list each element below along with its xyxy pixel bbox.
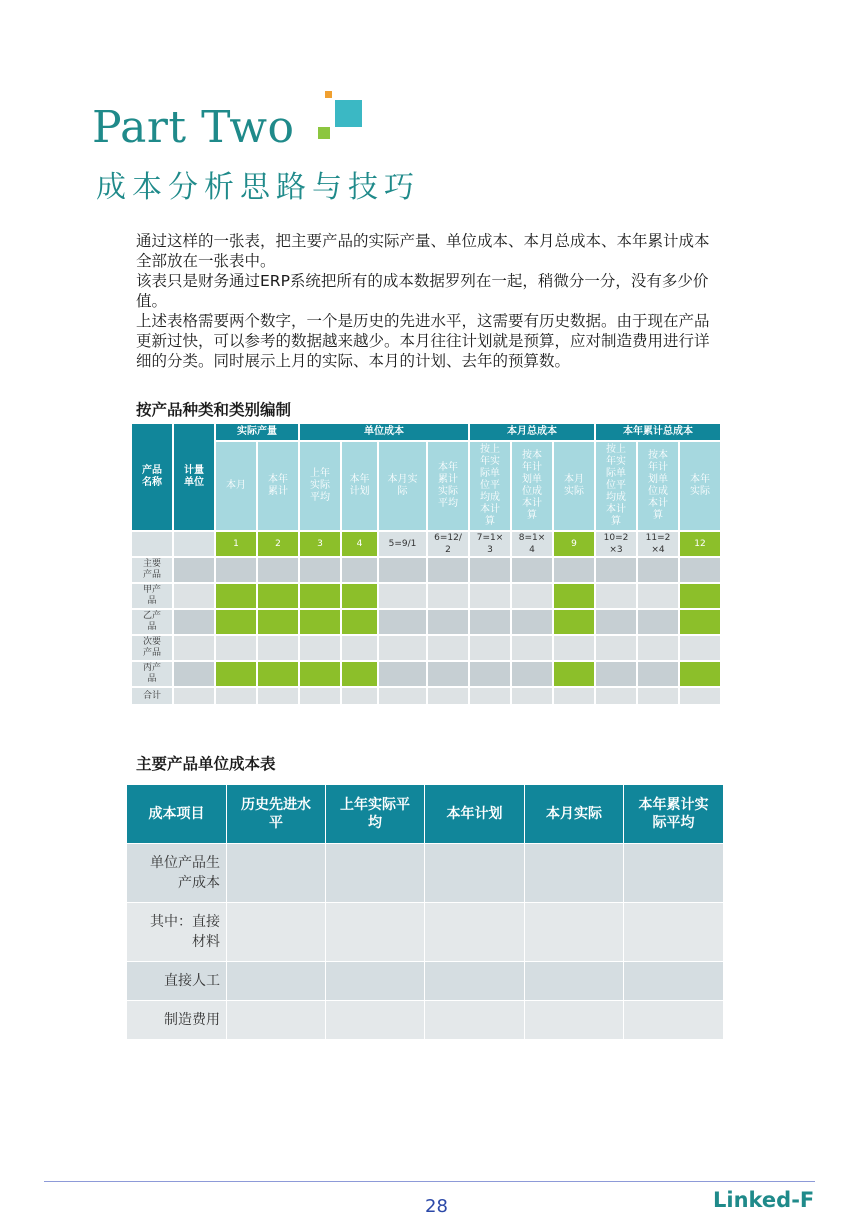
table-cell: [525, 903, 623, 961]
row-label: 直接人工: [127, 962, 226, 1000]
table-row: [132, 636, 720, 660]
column-number: 5=9/1: [379, 532, 426, 556]
table-row: [127, 1001, 723, 1039]
table-cell: [258, 558, 298, 582]
sub-header: 本月: [216, 442, 256, 530]
table-cell: [428, 688, 468, 704]
table-cell: [596, 662, 636, 686]
column-number: 6=12/ 2: [428, 532, 468, 556]
table-cell: [379, 636, 426, 660]
paragraph-3: 上述表格需要两个数字，一个是历史的先进水平，这需要有历史数据。由于现在产品更新过快，可以参考的数据越来越少。本月往往计划就是预算，应对制造费用进行详细的分类。同时展示上月的实际、本月的计划、去年的预算数。: [136, 312, 710, 370]
sub-header: 上年 实际 平均: [300, 442, 340, 530]
table-row: [127, 962, 723, 1000]
table1-title: 按产品种类和类别编制: [136, 401, 292, 419]
sub-header: 本月 实际: [554, 442, 594, 530]
table-cell: [379, 610, 426, 634]
decorative-squares-icon: [318, 88, 368, 144]
table-cell: [174, 558, 214, 582]
col-header: 本年计划: [425, 785, 524, 843]
row-label: 单位产品生 产成本: [127, 844, 226, 902]
group-header: 单位成本: [300, 424, 468, 440]
table-cell: [174, 636, 214, 660]
table-cell: [342, 636, 377, 660]
column-number: 7=1× 3: [470, 532, 510, 556]
table-cell: [554, 662, 594, 686]
col-header-product-name: 产品 名称: [132, 424, 172, 530]
table-cell: [554, 688, 594, 704]
table-cell: [300, 610, 340, 634]
table-cell: [258, 688, 298, 704]
table-cell: [428, 636, 468, 660]
sub-header: 本年 累计: [258, 442, 298, 530]
table-cell: [300, 584, 340, 608]
table-cell: [554, 558, 594, 582]
sub-header: 本年 计划: [342, 442, 377, 530]
table-cell: [596, 688, 636, 704]
table-cell: [425, 844, 524, 902]
table-cell: [379, 688, 426, 704]
table-cell: [425, 1001, 524, 1039]
column-number: 9: [554, 532, 594, 556]
col-header: 本年累计实 际平均: [624, 785, 723, 843]
row-label: 丙产 品: [132, 662, 172, 686]
table-cell: [300, 558, 340, 582]
sub-header: 按本 年计 划单 位成 本计 算: [638, 442, 678, 530]
table-cell: [512, 688, 552, 704]
table-cell: [227, 903, 325, 961]
table-cell: [638, 688, 678, 704]
row-label: 乙产 品: [132, 610, 172, 634]
sub-header: 本年 实际: [680, 442, 720, 530]
table-cell: [342, 662, 377, 686]
table-cell: [512, 584, 552, 608]
group-header: 本年累计总成本: [596, 424, 720, 440]
paragraph-1: 通过这样的一张表，把主要产品的实际产量、单位成本、本月总成本、本年累计成本全部放在一张表中。: [136, 232, 710, 270]
table-cell: [342, 688, 377, 704]
column-number: 12: [680, 532, 720, 556]
table-cell: [470, 584, 510, 608]
table-cell: [258, 584, 298, 608]
row-label: 主要 产品: [132, 558, 172, 582]
table-cell: [174, 610, 214, 634]
table-cell: [470, 662, 510, 686]
paragraph-2: 该表只是财务通过ERP系统把所有的成本数据罗列在一起，稍微分一分，没有多少价值。: [136, 272, 709, 310]
col-header-unit: 计量 单位: [174, 424, 214, 530]
table-row: [132, 584, 720, 608]
table-cell: [258, 610, 298, 634]
table-cell: [326, 1001, 424, 1039]
table-cell: [470, 610, 510, 634]
row-label: 甲产 品: [132, 584, 172, 608]
table-cell: [216, 584, 256, 608]
table-cell: [227, 962, 325, 1000]
body-text: [136, 231, 716, 371]
col-header: 成本项目: [127, 785, 226, 843]
table-cell: [512, 636, 552, 660]
table-cell: [428, 610, 468, 634]
table-cell: [216, 558, 256, 582]
column-number: 2: [258, 532, 298, 556]
table-cell: [258, 636, 298, 660]
table-cell: [624, 962, 723, 1000]
table-row: [132, 662, 720, 686]
table-cell: [596, 636, 636, 660]
table-cell: [342, 584, 377, 608]
table-row: [132, 688, 720, 704]
table-cell: [425, 903, 524, 961]
table-cell: [680, 610, 720, 634]
column-number: 3: [300, 532, 340, 556]
table-cell: [379, 662, 426, 686]
col-header: 上年实际平 均: [326, 785, 424, 843]
sub-header: 本年 累计 实际 平均: [428, 442, 468, 530]
table-cell: [174, 688, 214, 704]
col-header: 本月实际: [525, 785, 623, 843]
table-cell: [470, 636, 510, 660]
table-cell: [638, 558, 678, 582]
table-cell: [326, 962, 424, 1000]
col-header: 历史先进水 平: [227, 785, 325, 843]
row-label: 次要 产品: [132, 636, 172, 660]
sub-header: 按本 年计 划单 位成 本计 算: [512, 442, 552, 530]
column-number: 8=1× 4: [512, 532, 552, 556]
page-subtitle: 成本分析思路与技巧: [96, 170, 420, 205]
table-cell: [470, 558, 510, 582]
table-cell: [624, 1001, 723, 1039]
table-cell: [596, 584, 636, 608]
table-cell: [326, 844, 424, 902]
table-cell: [596, 558, 636, 582]
table-cell: [596, 610, 636, 634]
table-cell: [525, 1001, 623, 1039]
table-cell: [638, 610, 678, 634]
column-number: 11=2 ×4: [638, 532, 678, 556]
table-cell: [525, 962, 623, 1000]
sub-header: 本月实 际: [379, 442, 426, 530]
group-header: 实际产量: [216, 424, 298, 440]
table-cell: [227, 1001, 325, 1039]
table-cell: [174, 662, 214, 686]
column-number: 1: [216, 532, 256, 556]
table-cell: [554, 584, 594, 608]
table-cell: [428, 662, 468, 686]
table-cell: [216, 662, 256, 686]
table-cell: [624, 844, 723, 902]
table2-title: 主要产品单位成本表: [136, 755, 276, 773]
table-cell: [638, 636, 678, 660]
table-cell: [174, 584, 214, 608]
table-cell: [216, 688, 256, 704]
table-cell: [554, 636, 594, 660]
table-cell: [680, 584, 720, 608]
table-cell: [379, 584, 426, 608]
table-cell: [680, 636, 720, 660]
brand-logo: Linked-F: [713, 1188, 815, 1212]
table-cell: [512, 610, 552, 634]
table-cell: [227, 844, 325, 902]
footer-divider: [44, 1181, 815, 1182]
unit-cost-table: [126, 784, 724, 1040]
table-cell: [680, 558, 720, 582]
table-cell: [512, 662, 552, 686]
table-cell: [258, 662, 298, 686]
column-number: 10=2 ×3: [596, 532, 636, 556]
row-label: 合计: [132, 688, 172, 704]
sub-header: 按上 年实 际单 位平 均成 本计 算: [470, 442, 510, 530]
table-cell: [379, 558, 426, 582]
table-cell: [216, 610, 256, 634]
table-cell: [680, 688, 720, 704]
table-cell: [680, 662, 720, 686]
cost-by-product-table: [130, 422, 722, 706]
row-label: 其中：直接 材料: [127, 903, 226, 961]
table-cell: [525, 844, 623, 902]
table-row: [132, 610, 720, 634]
table-cell: [428, 584, 468, 608]
table-cell: [326, 903, 424, 961]
table-cell: [300, 688, 340, 704]
table-cell: [470, 688, 510, 704]
table-row: [132, 558, 720, 582]
table-cell: [554, 610, 594, 634]
table-cell: [512, 558, 552, 582]
table-cell: [216, 636, 256, 660]
page-number: 28: [425, 1196, 448, 1217]
table-cell: [342, 558, 377, 582]
table-cell: [425, 962, 524, 1000]
table-cell: [428, 558, 468, 582]
row-label: 制造费用: [127, 1001, 226, 1039]
page-title: Part Two: [92, 102, 295, 153]
table-cell: [300, 662, 340, 686]
table-cell: [638, 662, 678, 686]
table-row: [127, 844, 723, 902]
sub-header: 按上 年实 际单 位平 均成 本计 算: [596, 442, 636, 530]
table-cell: [624, 903, 723, 961]
table-row: [127, 903, 723, 961]
table-cell: [638, 584, 678, 608]
table-cell: [342, 610, 377, 634]
group-header: 本月总成本: [470, 424, 594, 440]
column-number: 4: [342, 532, 377, 556]
table-cell: [300, 636, 340, 660]
